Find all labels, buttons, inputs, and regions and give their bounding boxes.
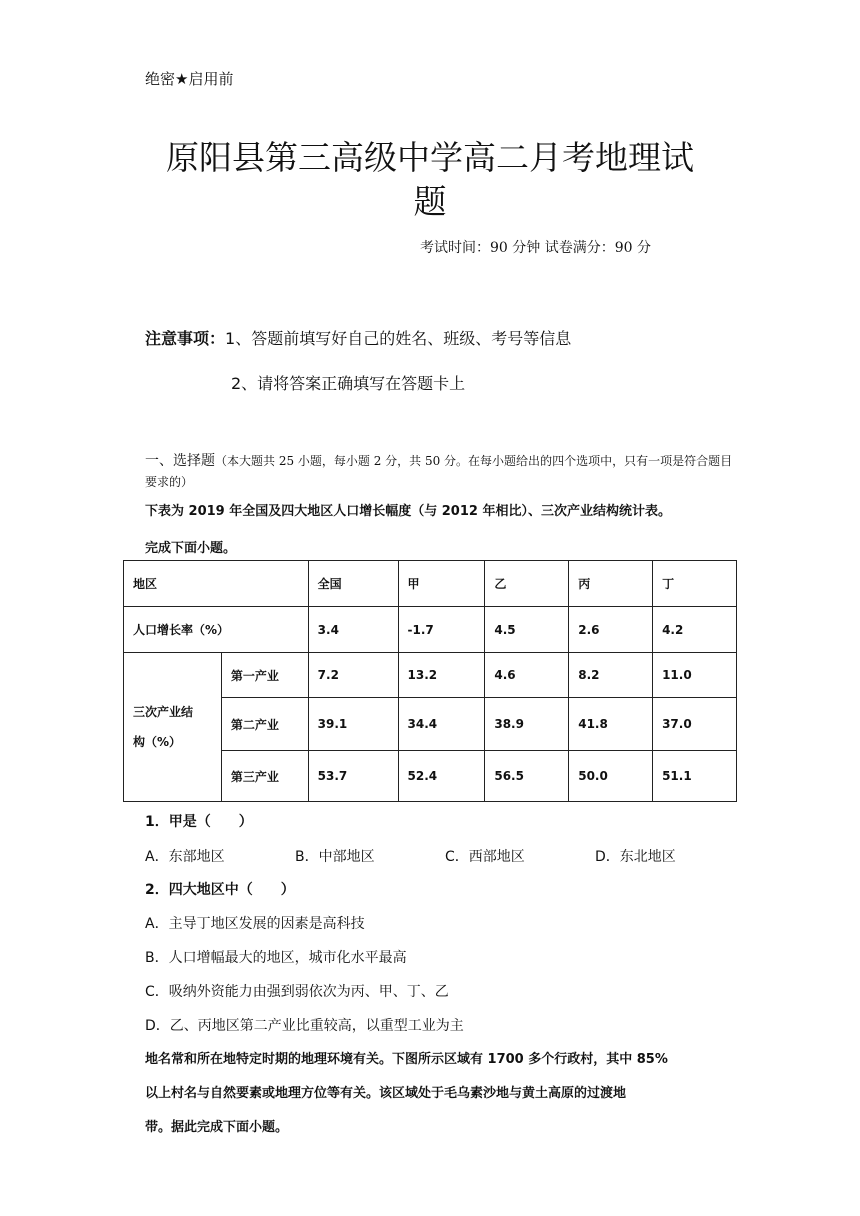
table-cell: 7.2 <box>308 653 398 698</box>
table-cell: 4.5 <box>485 607 569 653</box>
table-header-cell: 丙 <box>569 561 653 607</box>
notice-label: 注意事项： <box>145 329 226 348</box>
section-note: （本大题共 25 小题，每小题 2 分，共 50 分。在每小题给出的四个选项中，只有一项是符合题目要求的） <box>145 454 733 489</box>
statistics-table <box>123 560 737 802</box>
exam-title-line1: 原阳县第三高级中学高二月考地理试 <box>166 138 694 177</box>
table-row-label: 第一产业 <box>221 653 308 698</box>
table-cell: 38.9 <box>485 698 569 751</box>
table-cell: 50.0 <box>569 751 653 802</box>
question-2-option-a: A．主导丁地区发展的因素是高科技 <box>145 916 365 932</box>
table-cell: 41.8 <box>569 698 653 751</box>
question-1-option-d: D．东北地区 <box>595 849 676 865</box>
table-cell: 52.4 <box>398 751 485 802</box>
table-cell: 4.6 <box>485 653 569 698</box>
question-2-option-b: B．人口增幅最大的地区，城市化水平最高 <box>145 950 407 966</box>
table-cell: 3.4 <box>308 607 398 653</box>
table-group-label <box>124 653 222 802</box>
exam-info: 考试时间：90 分钟 试卷满分：90 分 <box>420 240 651 256</box>
table-header-cell: 地区 <box>124 561 309 607</box>
table-group-label-line2: 构（%） <box>133 735 182 749</box>
passage-2-line1: 地名常和所在地特定时期的地理环境有关。下图所示区域有 1700 多个行政村，其中 85% <box>145 1052 668 1067</box>
table-cell: 4.2 <box>653 607 737 653</box>
table-row <box>124 607 737 653</box>
table-cell: 39.1 <box>308 698 398 751</box>
table-row-label: 第三产业 <box>221 751 308 802</box>
notice-item-1-text: 1、答题前填写好自己的姓名、班级、考号等信息 <box>225 329 572 348</box>
question-1-stem: 1．甲是（ ） <box>145 814 253 830</box>
exam-title-line2: 题 <box>413 182 447 221</box>
question-1-option-b: B．中部地区 <box>295 849 375 865</box>
table-group-label-line1: 三次产业结 <box>133 705 194 719</box>
table-cell: 2.6 <box>569 607 653 653</box>
table-row-label: 第二产业 <box>221 698 308 751</box>
confidential-mark: 绝密★启用前 <box>145 70 234 88</box>
passage-2-line3: 带。据此完成下面小题。 <box>145 1120 289 1135</box>
table-cell: 8.2 <box>569 653 653 698</box>
table-row-label: 人口增长率（%） <box>124 607 309 653</box>
table-header-cell: 全国 <box>308 561 398 607</box>
table-cell: 11.0 <box>653 653 737 698</box>
question-2-stem: 2．四大地区中（ ） <box>145 882 295 898</box>
table-intro-line2: 完成下面小题。 <box>145 541 237 556</box>
table-cell: 13.2 <box>398 653 485 698</box>
notice-item-2: 2、请将答案正确填写在答题卡上 <box>231 374 466 393</box>
table-cell: 51.1 <box>653 751 737 802</box>
table-header-cell: 丁 <box>653 561 737 607</box>
table-intro-line1: 下表为 2019 年全国及四大地区人口增长幅度（与 2012 年相比）、三次产业结构统计表。 <box>145 504 671 519</box>
table-cell: 34.4 <box>398 698 485 751</box>
question-1-option-c: C．西部地区 <box>445 849 525 865</box>
table-cell: 37.0 <box>653 698 737 751</box>
table-header-cell: 甲 <box>398 561 485 607</box>
notice-item-1 <box>145 326 571 349</box>
question-1-option-a: A．东部地区 <box>145 849 225 865</box>
table-row <box>124 653 737 698</box>
table-header-row <box>124 561 737 607</box>
table-header-cell: 乙 <box>485 561 569 607</box>
section-heading <box>145 451 735 493</box>
section-title: 一、选择题 <box>145 453 215 469</box>
question-2-option-d: D．乙、丙地区第二产业比重较高，以重型工业为主 <box>145 1018 464 1034</box>
question-2-option-c: C．吸纳外资能力由强到弱依次为丙、甲、丁、乙 <box>145 984 449 1000</box>
table-cell: 53.7 <box>308 751 398 802</box>
table-cell: -1.7 <box>398 607 485 653</box>
table-cell: 56.5 <box>485 751 569 802</box>
passage-2-line2: 以上村名与自然要素或地理方位等有关。该区域处于毛乌素沙地与黄土高原的过渡地 <box>145 1086 627 1101</box>
